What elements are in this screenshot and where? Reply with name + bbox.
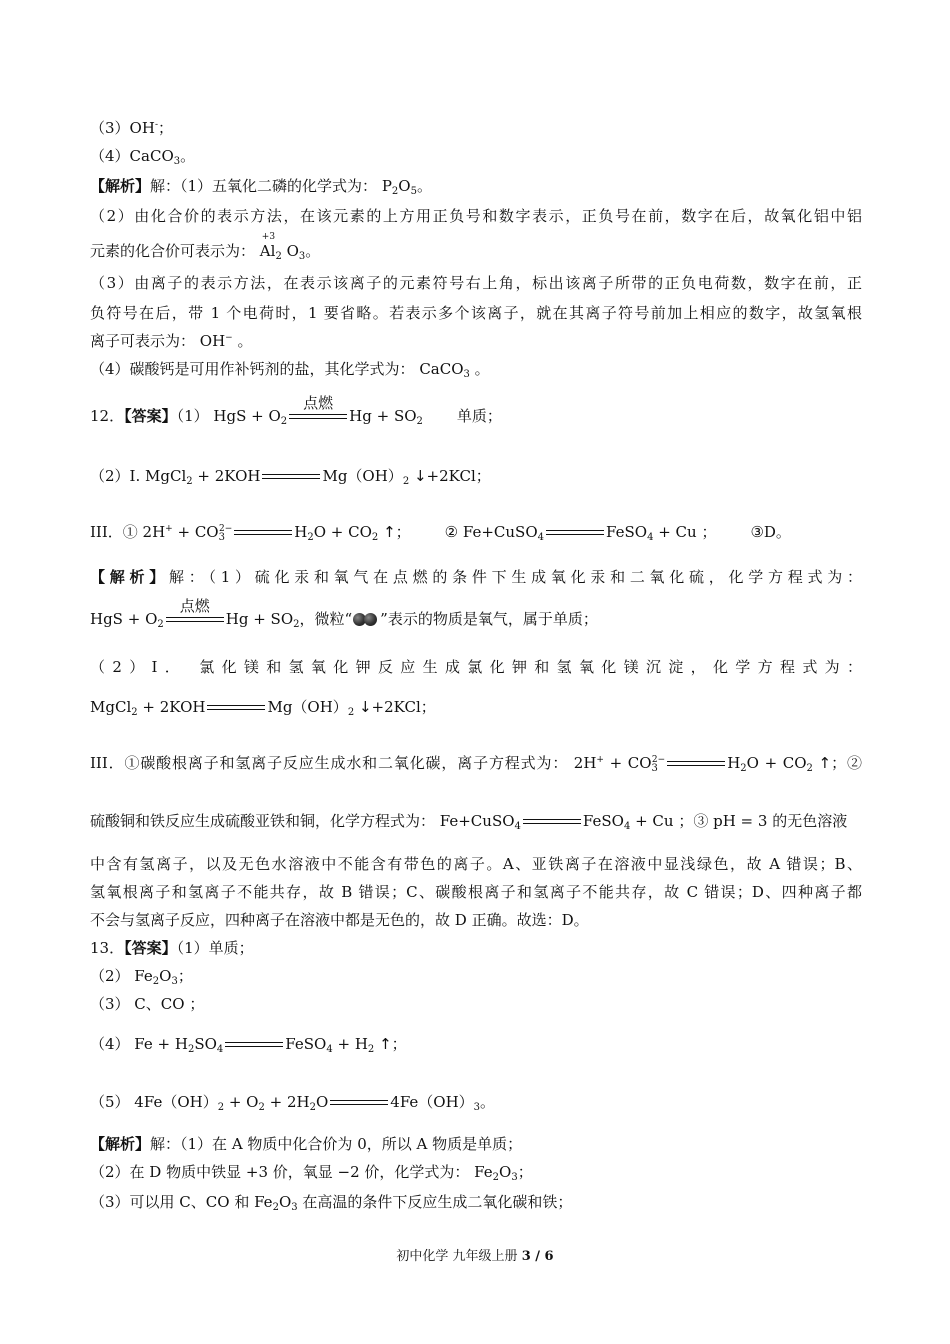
q12-analysis-3-line2: 硫酸铜和铁反应生成硫酸亚铁和铜，化学方程式为： Fe+CuSO$_4$ FeSO$_4$ + Cu ；③ pH = 3 的无色溶液 [90, 812, 848, 832]
q12-answer-2: （2）I. MgCl$_2$ + 2KOH $Mg(OH)_2$ ↓+2KCl； [90, 467, 491, 487]
q11-analysis-2-line2: 元素的化合价可表示为： +3 $Al_2$ $O_3$。 [90, 232, 321, 262]
q12-analysis-3-line1: III．①碳酸根离子和氢离子反应生成水和二氧化碳，离子方程式为： $2H^+ + CO_3^{2-}$ $H_2O + CO_2$ ↑；② [90, 754, 862, 774]
page-number: 3 / 6 [521, 1249, 554, 1264]
equals-sign: 点燃 [289, 412, 347, 422]
q13-analysis-3: （3）可以用 C、CO 和 $Fe_2O_3$ 在高温的条件下反应生成二氧化碳和铁； [90, 1193, 573, 1213]
q11-answer-3: （3）OH-； [90, 119, 173, 137]
q12-answer-1: 12．【答案】（1） HgS + $O_2$ 点燃 $Hg + SO_2$ 单质； [90, 394, 502, 427]
page-footer: 初中化学 九年级上册 3 / 6 [396, 1249, 554, 1264]
q11-analysis-3-line1: （3）由离子的表示方法，在表示该离子的元素符号右上角，标出该离子所带的正负电荷数，数字在前，正 [90, 274, 862, 292]
q11-analysis-4: （4）碳酸钙是可用作补钙剂的盐，其化学式为： CaCO$_3$ 。 [90, 360, 490, 380]
q12-analysis-3-line5: 不会与氢离子反应，四种离子在溶液中都是无色的，故 D 正确。故选：D。 [90, 911, 589, 929]
q13-answer-2: （2） $Fe_2O_3$； [90, 967, 193, 987]
q12-analysis-3-line4: 氢氧根离子和氢离子不能共存，故 B 错误；C、碳酸根离子和氢离子不能共存，故 C 错误；D、四种离子都 [90, 883, 862, 901]
q12-analysis-3-line3: 中含有氢离子，以及无色水溶液中不能含有带色的离子。A、亚铁离子在溶液中显浅绿色，故 A 错误；B、 [90, 855, 862, 873]
equals-sign [234, 528, 292, 538]
q11-analysis-1: 【解析】解：（1）五氧化二磷的化学式为： $P_2O_5$。 [90, 177, 432, 197]
equals-sign: 点燃 [166, 615, 224, 625]
q11-analysis-3-line2: 负符号在后，带 1 个电荷时，1 要省略。若表示多个该离子，就在其离子符号前加上相应的数字，故氢氧根 [90, 304, 862, 322]
q11-analysis-3-line3: 离子可表示为： OH− 。 [90, 332, 253, 350]
q12-analysis-2-line2: MgCl$_2$ + 2KOH $Mg(OH)_2$ ↓+2KCl； [90, 698, 436, 718]
q11-answer-4: （4）CaCO$_3$。 [90, 147, 196, 167]
q12-answer-3: III．① $2H^+ + CO_3^{2-}$ $H_2O + CO_2$ ↑； ② Fe+CuSO$_4$ FeSO$_4$ + Cu ； ③D。 [90, 523, 791, 543]
equals-sign [207, 703, 265, 713]
equals-sign [523, 817, 581, 827]
q12-analysis-1-line1: 【解析】解：（1）硫化汞和氧气在点燃的条件下生成氧化汞和二氧化硫，化学方程式为： [90, 568, 862, 586]
equals-sign [667, 759, 725, 769]
q13-analysis-2: （2）在 D 物质中铁显 +3 价，氧显 −2 价，化学式为： $Fe_2O_3$； [90, 1163, 533, 1183]
q12-analysis-1-line2: HgS + $O_2$ 点燃 $Hg + SO_2$，微粒“ ”表示的物质是氧气，属于单质； [90, 597, 598, 630]
q13-analysis-1: 【解析】解：（1）在 A 物质中化合价为 0，所以 A 物质是单质； [90, 1135, 523, 1153]
q13-answer-5: （5） $4Fe(OH)_2 + O_2 + 2H_2O$ $4Fe(OH)_3$。 [90, 1093, 496, 1113]
q13-answer-1: 13．【答案】（1）单质； [90, 939, 254, 957]
equals-sign [546, 528, 604, 538]
oxygen-molecule-icon [352, 612, 380, 626]
q12-analysis-2-line1: （2）I． 氯化镁和氢氧化钾反应生成氯化钾和氢氧化镁沉淀，化学方程式为： [90, 658, 862, 676]
equals-sign [330, 1098, 388, 1108]
q13-answer-3: （3） C、CO ； [90, 995, 205, 1013]
equals-sign [225, 1040, 283, 1050]
q13-answer-4: （4） $Fe + H_2SO_4$ FeSO$_4$ + $H_2$ ↑； [90, 1035, 407, 1055]
equals-sign [262, 472, 320, 482]
q11-analysis-2-line1: （2）由化合价的表示方法，在该元素的上方用正负号和数字表示，正负号在前，数字在后，故氧化铝中铝 [90, 207, 862, 225]
